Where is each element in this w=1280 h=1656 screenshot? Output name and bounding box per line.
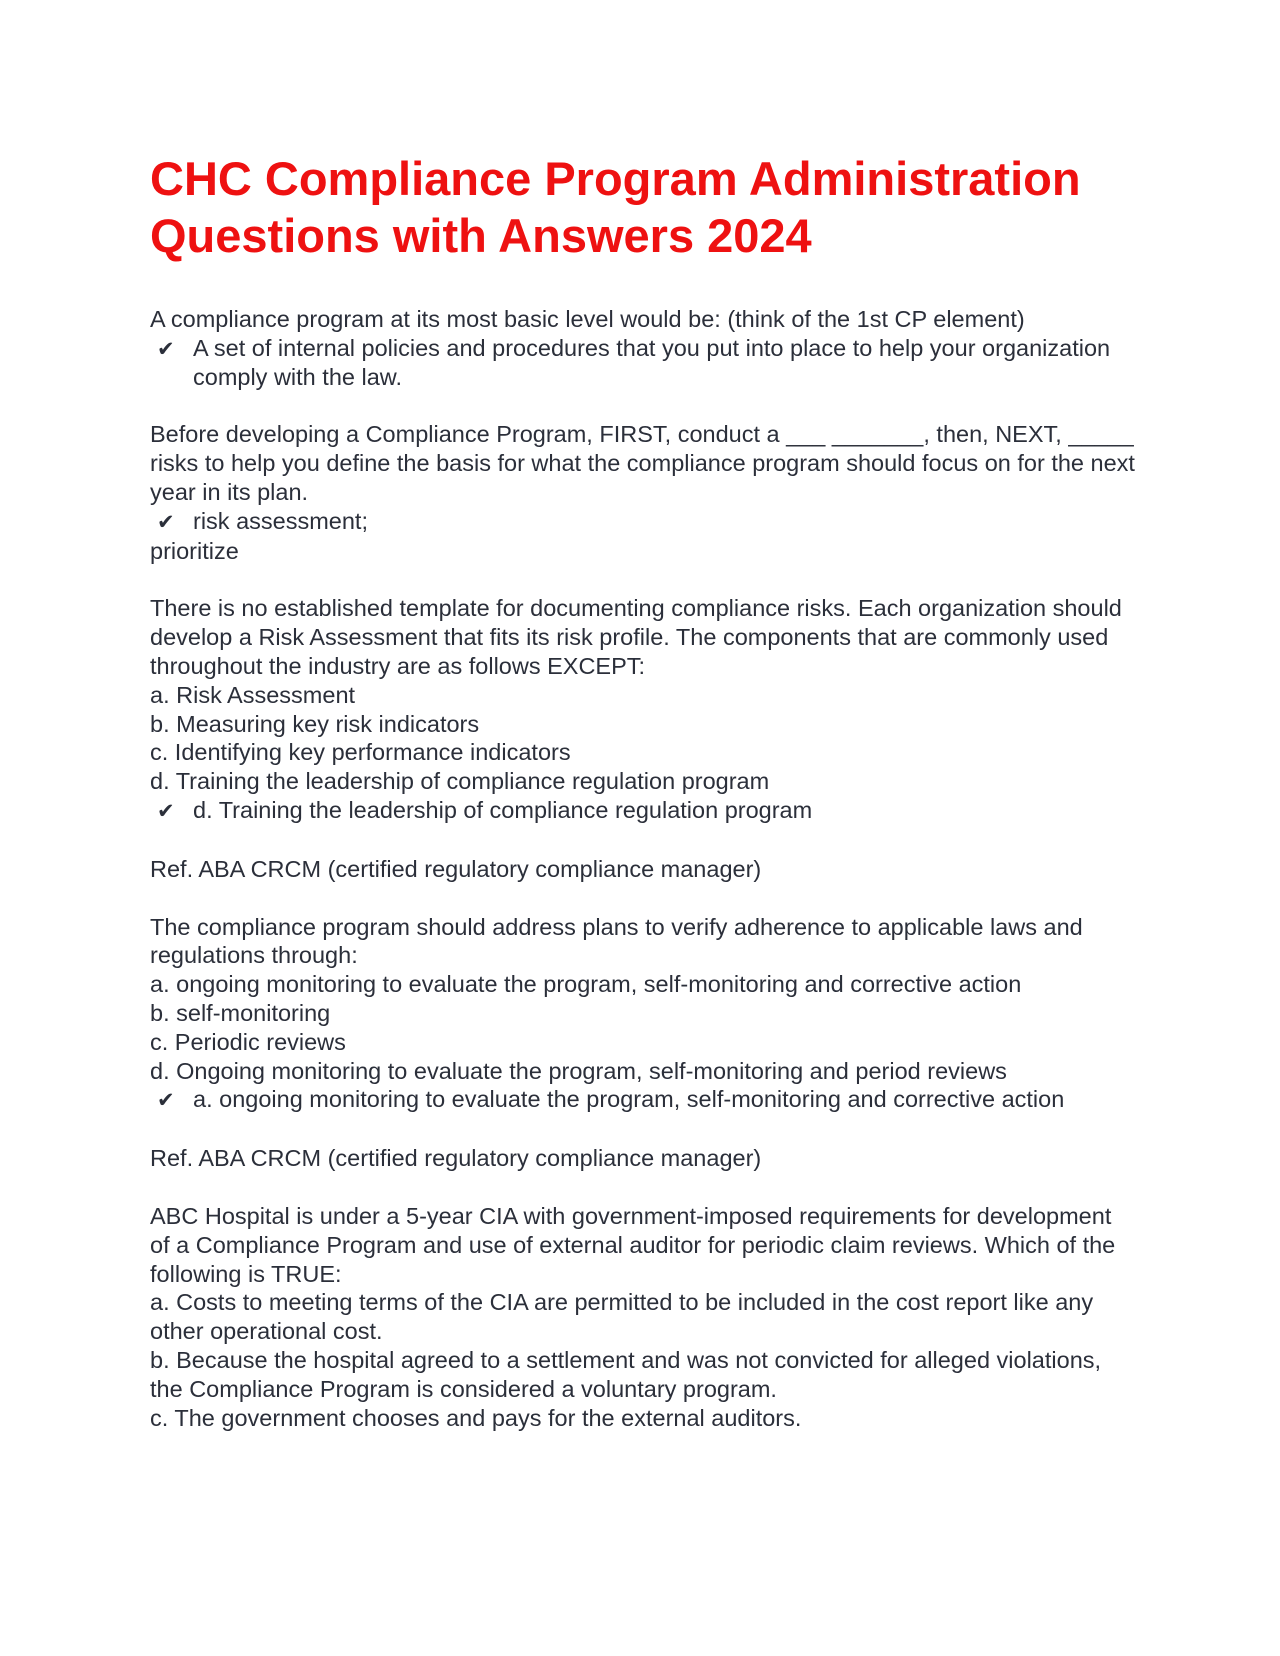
qa-item [150,594,1135,825]
checkmark-icon: ✔ [157,509,175,534]
document-content [150,150,1135,1461]
answer-option: a. Risk Assessment [150,681,356,708]
checkmark-icon: ✔ [157,1088,175,1113]
document-title: CHC Compliance Program Administration Questions with Answers 2024 [150,152,1081,262]
answer-text: risk assessment; [193,507,368,534]
answer-option: d. Ongoing monitoring to evaluate the program, self-monitoring and period reviews [150,1057,1007,1084]
answer-option: a. ongoing monitoring to evaluate the program, self-monitoring and corrective action [150,971,1022,998]
correct-answer [150,1085,1135,1115]
question-text: A compliance program at its most basic level would be: (think of the 1st CP element) [150,306,1025,332]
answer-text-continued: prioritize [150,537,239,564]
answer-option: b. self-monitoring [150,999,331,1026]
qa-item [150,420,1135,565]
answer-text: A set of internal policies and procedures that you put into place to help your organization comply with the law. [193,334,1111,390]
answer-option: c. Periodic reviews [150,1028,346,1055]
qa-item [150,855,1135,884]
answer-text: d. Training the leadership of compliance regulation program [193,796,813,823]
answer-option: b. Measuring key risk indicators [150,710,480,737]
answer-text: a. ongoing monitoring to evaluate the program, self-monitoring and corrective action [193,1086,1065,1113]
qa-item [150,1202,1135,1432]
correct-answer [150,507,1135,537]
question-text: There is no established template for documenting compliance risks. Each organization should develop a Risk Assessment that fits its risk profile. The components that are commonly used throughout the industry are as follows EXCEPT: [150,595,1122,679]
checkmark-icon: ✔ [157,798,175,823]
qa-item [150,1144,1135,1173]
answer-option: a. Costs to meeting terms of the CIA are permitted to be included in the cost report like any other operational cost. [150,1289,1094,1345]
correct-answer [150,796,1135,826]
answer-option: c. The government chooses and pays for the external auditors. [150,1404,802,1431]
qa-list [150,305,1135,1432]
question-text: Ref. ABA CRCM (certified regulatory compliance manager) [150,1145,762,1172]
checkmark-icon: ✔ [157,336,175,361]
question-text: The compliance program should address plans to verify adherence to applicable laws and regulations through: [150,913,1083,969]
answer-option: d. Training the leadership of compliance regulation program [150,768,770,795]
question-text: Ref. ABA CRCM (certified regulatory compliance manager) [150,855,762,882]
qa-item [150,913,1135,1116]
qa-item [150,305,1135,391]
answer-option: c. Identifying key performance indicators [150,739,571,766]
correct-answer [150,334,1135,392]
answer-option: b. Because the hospital agreed to a settlement and was not convicted for alleged violations, the Compliance Program is considered a voluntary program. [150,1346,1102,1402]
question-text: Before developing a Compliance Program, FIRST, conduct a ___ _______, then, NEXT, _____ risks to help you define the basis for what the compliance program should focus on for the next year in its plan. [150,421,1135,505]
question-text: ABC Hospital is under a 5-year CIA with government-imposed requirements for development of a Compliance Program and use of external auditor for periodic claim reviews. Which of the following is TRUE: [150,1202,1116,1287]
